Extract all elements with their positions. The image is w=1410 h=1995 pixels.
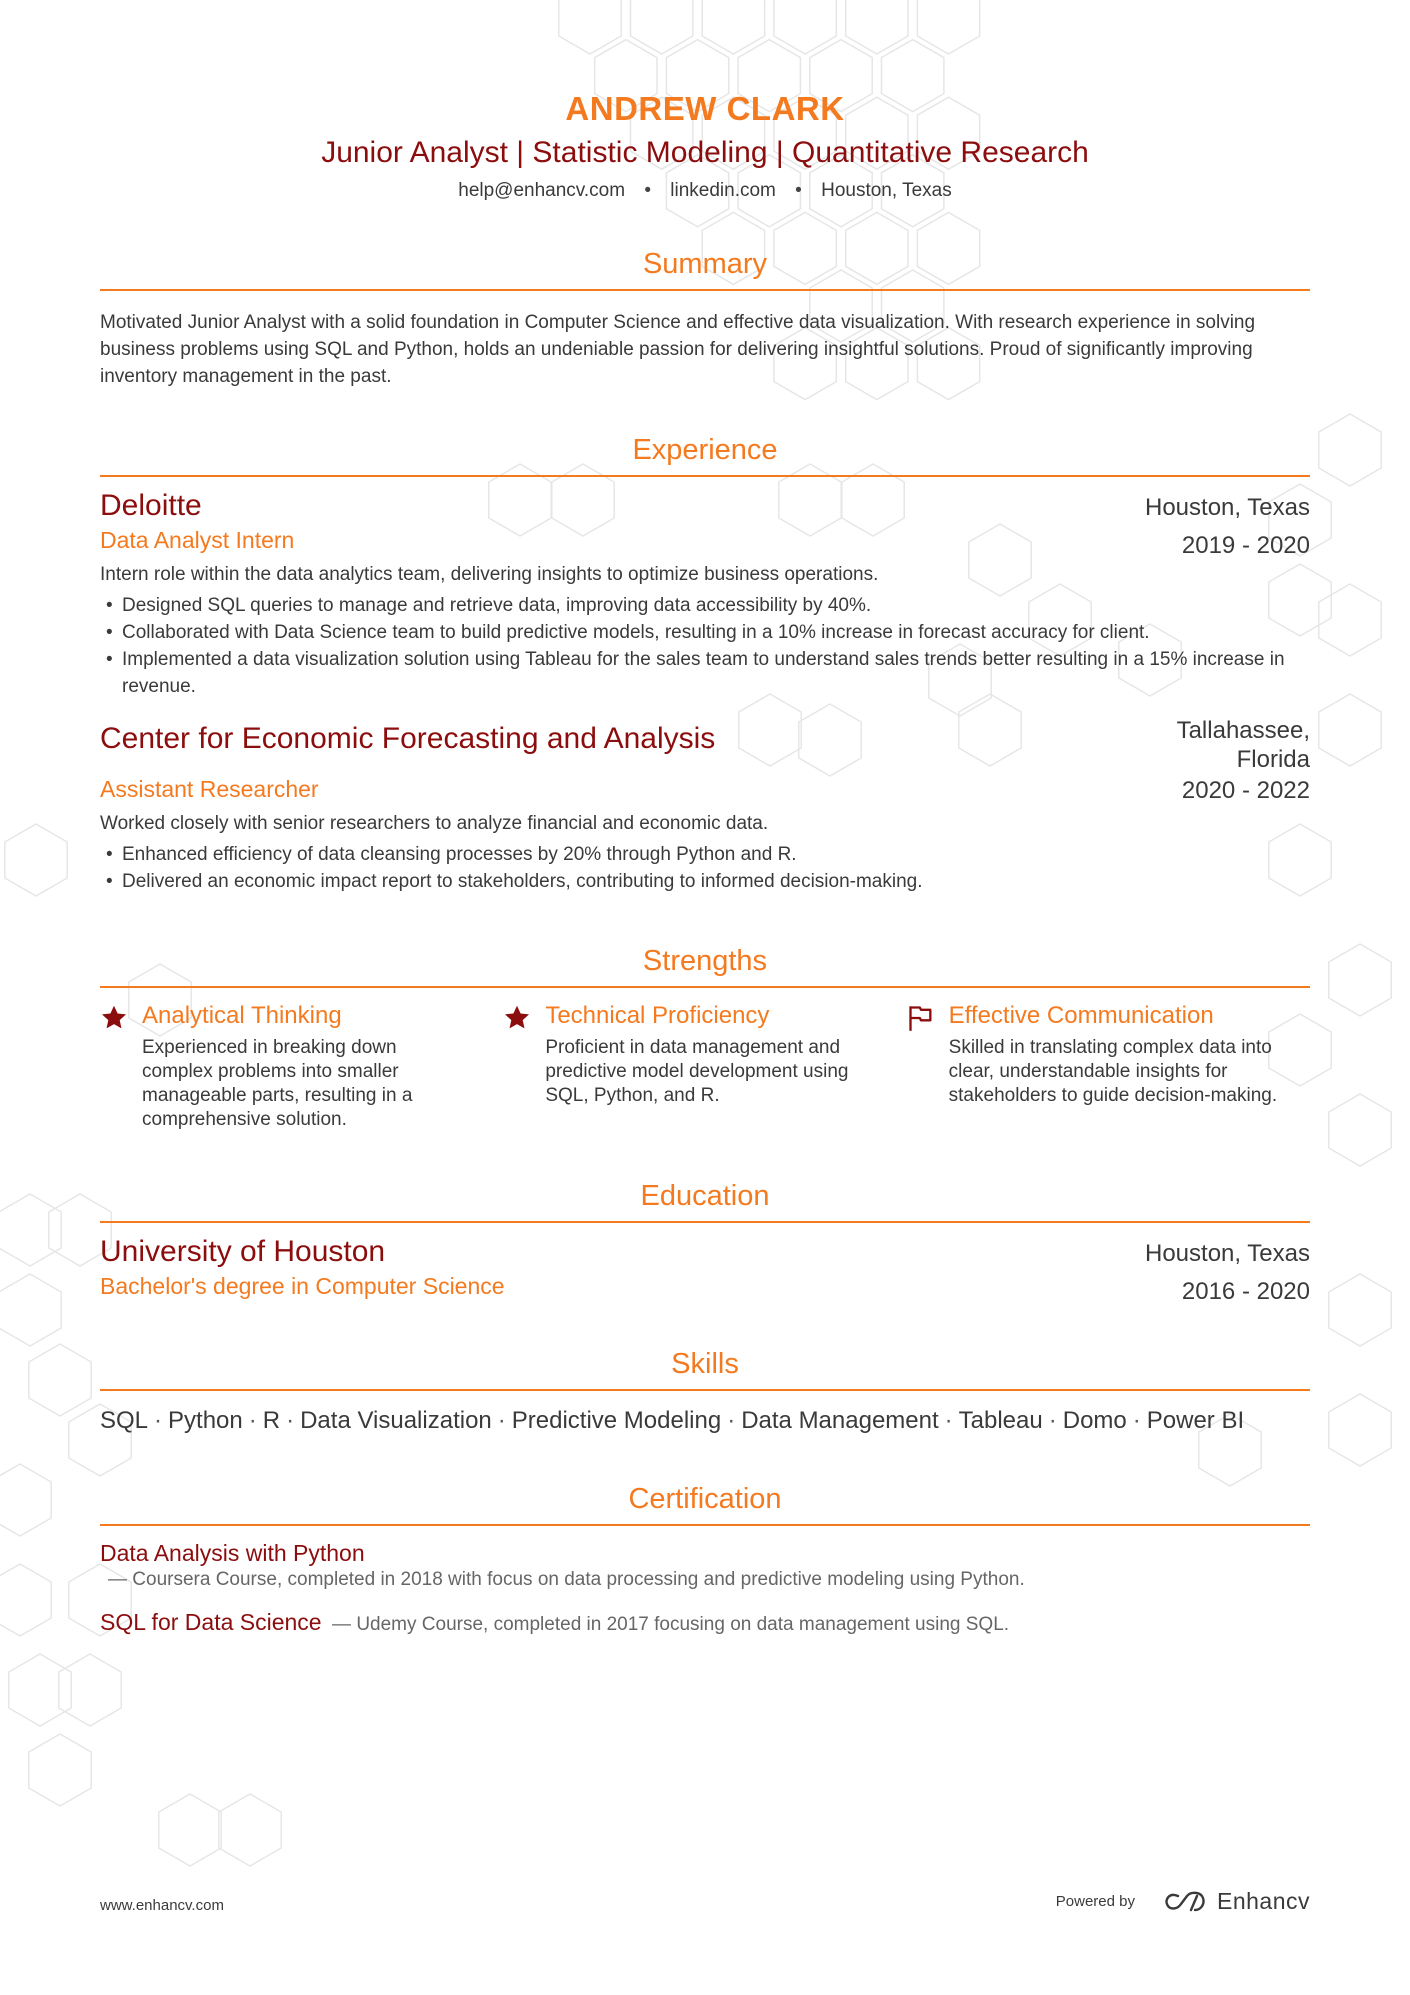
bullet-item: • Delivered an economic impact report to stakeholders, contributing to informed decision-making.	[100, 868, 1310, 895]
hexagon-shape	[0, 1564, 51, 1636]
summary-text: Motivated Junior Analyst with a solid foundation in Computer Science and effective data visualization. With research experience in solving business problems using SQL and Python, holds an undeniable passion for delivering insightful solutions. Proud of significantly improving inventory management in the past.	[100, 312, 1256, 387]
certification-name: Data Analysis with Python	[100, 1540, 365, 1566]
section-divider	[100, 986, 1310, 988]
certification-item	[100, 1540, 1310, 1591]
strengths-title: Strengths	[642, 945, 768, 977]
hexagon-shape	[1319, 414, 1381, 486]
education-entry	[100, 1235, 1310, 1305]
hexagon-shape	[1319, 694, 1381, 766]
certification-description: — Udemy Course, completed in 2017 focusing on data management using SQL.	[332, 1614, 1010, 1635]
powered-by-label: Powered by	[1055, 1893, 1135, 1910]
strengths-list	[100, 1002, 1310, 1132]
strength-description: Proficient in data management and predictive model development using SQL, Python, and R.	[545, 1037, 849, 1106]
skill-item: Power BI	[1146, 1407, 1245, 1434]
skills-list	[100, 1407, 1310, 1435]
bullet-item: • Enhanced efficiency of data cleansing processes by 20% through Python and R.	[100, 841, 1310, 868]
brand-name: Enhancv	[1216, 1888, 1310, 1914]
entry-description: Worked closely with senior researchers to analyze financial and economic data.	[100, 813, 769, 834]
hexagon-shape	[1329, 1094, 1391, 1166]
school-name: University of Houston	[100, 1235, 386, 1268]
skill-separator: ·	[1048, 1407, 1057, 1434]
hexagon-shape	[29, 1344, 91, 1416]
skill-item: Python	[168, 1407, 243, 1434]
candidate-name: ANDREW CLARK	[565, 90, 845, 127]
entry-dates: 2019 - 2020	[1181, 532, 1310, 559]
bullet-item: • Designed SQL queries to manage and retrieve data, improving data accessibility by 40%.	[100, 592, 1310, 619]
skill-item: Data Management	[741, 1407, 939, 1434]
certification-section	[100, 1483, 1310, 1636]
hexagon-shape	[1329, 1394, 1391, 1466]
skill-item: SQL	[100, 1407, 149, 1434]
certification-title: Certification	[628, 1483, 782, 1515]
entry-dates: 2016 - 2020	[1181, 1278, 1310, 1305]
section-divider	[100, 1221, 1310, 1223]
skill-item: Domo	[1062, 1407, 1127, 1434]
hexagon-shape	[9, 1654, 71, 1726]
strength-title: Analytical Thinking	[142, 1002, 342, 1029]
candidate-headline: Junior Analyst | Statistic Modeling | Quantitative Research	[321, 136, 1089, 169]
skill-separator: ·	[248, 1407, 257, 1434]
strengths-section	[100, 945, 1310, 1132]
strength-item	[100, 1002, 503, 1132]
star-icon	[503, 1004, 531, 1032]
enhancv-logo-icon	[1163, 1890, 1209, 1914]
strength-title: Effective Communication	[948, 1002, 1214, 1029]
linkedin-link[interactable]: linkedin.com	[670, 180, 776, 201]
skill-item: Data Visualization	[300, 1407, 492, 1434]
entry-location-line: Tallahassee,	[1176, 717, 1310, 744]
skill-item: R	[262, 1407, 281, 1434]
company-name: Center for Economic Forecasting and Analysis	[100, 722, 716, 755]
entry-location: Houston, Texas	[1145, 1240, 1310, 1267]
strength-description: Skilled in translating complex data into clear, understandable insights for stakeholders to guide decision-making.	[948, 1037, 1278, 1106]
education-section	[100, 1180, 1310, 1305]
contact-separator: •	[644, 180, 651, 201]
footer-branding	[1056, 1888, 1310, 1915]
bullet-item: • Collaborated with Data Science team to build predictive models, resulting in a 10% increase in forecast accuracy for client.	[100, 619, 1310, 646]
skill-item: Tableau	[958, 1407, 1043, 1434]
contact-separator: •	[795, 180, 802, 201]
strength-title: Technical Proficiency	[545, 1002, 770, 1029]
section-divider	[100, 475, 1310, 477]
job-role: Data Analyst Intern	[100, 527, 295, 553]
summary-section	[100, 248, 1310, 390]
entry-dates: 2020 - 2022	[1181, 777, 1310, 804]
section-divider	[100, 1389, 1310, 1391]
contact-line	[100, 180, 1310, 202]
skill-separator: ·	[497, 1407, 506, 1434]
certification-description: — Coursera Course, completed in 2018 with focus on data processing and predictive modeling using Python.	[108, 1569, 1025, 1590]
experience-title: Experience	[632, 434, 778, 466]
skills-title: Skills	[671, 1348, 739, 1380]
entry-location-line: Florida	[1236, 746, 1310, 773]
resume-page	[100, 0, 1310, 1995]
hexagon-shape	[0, 1464, 51, 1536]
skill-separator: ·	[1132, 1407, 1141, 1434]
resume-header	[100, 0, 1310, 202]
hexagon-shape	[29, 1734, 91, 1806]
skill-separator: ·	[727, 1407, 736, 1434]
skill-item: Predictive Modeling	[511, 1407, 722, 1434]
experience-entry	[100, 717, 1310, 895]
skill-separator: ·	[154, 1407, 163, 1434]
section-divider	[100, 289, 1310, 291]
skill-separator: ·	[286, 1407, 295, 1434]
hexagon-shape	[1329, 944, 1391, 1016]
experience-entry	[100, 489, 1310, 700]
strength-description: Experienced in breaking down complex problems into smaller manageable parts, resulting in a comprehensive solution.	[142, 1037, 413, 1130]
location-text: Houston, Texas	[821, 180, 952, 201]
summary-title: Summary	[642, 248, 768, 280]
education-title: Education	[640, 1180, 770, 1212]
skills-section	[100, 1348, 1310, 1435]
strength-item	[907, 1002, 1310, 1132]
hexagon-shape	[5, 824, 67, 896]
star-icon	[100, 1004, 128, 1032]
entry-location: Houston, Texas	[1145, 494, 1310, 521]
strength-item	[503, 1002, 906, 1132]
experience-section	[100, 434, 1310, 895]
footer-website[interactable]: www.enhancv.com	[100, 1897, 224, 1914]
skill-separator: ·	[944, 1407, 953, 1434]
hexagon-shape	[0, 1194, 61, 1266]
email-link[interactable]: help@enhancv.com	[458, 180, 626, 201]
flag-icon	[907, 1004, 935, 1032]
section-divider	[100, 1524, 1310, 1526]
degree-name: Bachelor's degree in Computer Science	[100, 1273, 505, 1299]
entry-meta	[1145, 1235, 1310, 1311]
hexagon-shape	[1329, 1274, 1391, 1346]
certification-name: SQL for Data Science	[100, 1609, 322, 1635]
company-name: Deloitte	[100, 489, 202, 522]
bullet-item: • Implemented a data visualization solution using Tableau for the sales team to understand sales trends better resulting in a 15% increase in revenue.	[100, 646, 1310, 700]
entry-meta	[1177, 716, 1310, 808]
entry-bullets	[100, 592, 1310, 700]
entry-description: Intern role within the data analytics team, delivering insights to optimize business operations.	[100, 564, 879, 585]
hexagon-shape	[0, 1274, 61, 1346]
certification-item	[100, 1609, 1310, 1636]
entry-bullets	[100, 841, 1310, 895]
job-role: Assistant Researcher	[100, 776, 319, 802]
entry-meta	[1145, 489, 1310, 565]
